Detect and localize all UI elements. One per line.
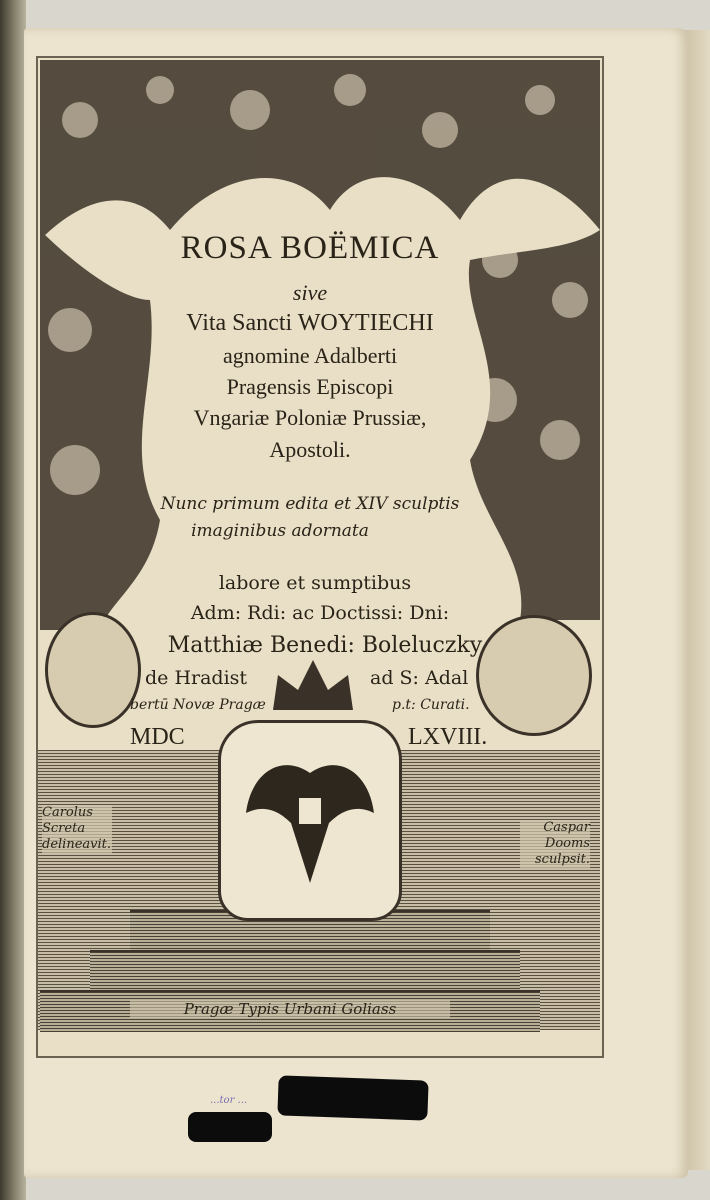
book-title: ROSA BOËMICA <box>180 230 440 266</box>
title-line: Vngariæ Poloniæ Prussiæ, <box>193 405 427 430</box>
artist-line: Screta <box>42 821 86 836</box>
year-left: MDC <box>130 724 185 750</box>
artist-line: Caspar <box>543 820 590 835</box>
imprint-place-left: de Hradist <box>145 667 248 689</box>
artist-credit-right <box>520 820 590 868</box>
title-line: Vita Sancti WOYTIECHI <box>186 310 434 336</box>
artist-credit-left <box>42 805 112 853</box>
double-headed-eagle-icon <box>221 723 399 918</box>
printer-line: Pragæ Typis Urbani Goliass <box>130 1000 450 1018</box>
redaction-blot <box>277 1075 428 1120</box>
imprint-church-right: p.t: Curati. <box>392 697 470 713</box>
year-right: LXVIII. <box>408 724 488 750</box>
title-line: Pragensis Episcopi <box>226 374 394 399</box>
title-line: sive <box>292 280 328 305</box>
redaction-blot <box>188 1112 272 1142</box>
artist-line: delineavit. <box>42 837 112 852</box>
artist-line: Dooms <box>544 836 590 851</box>
title-line: Apostoli. <box>269 437 351 462</box>
subtitle-line: imaginibus adornata <box>191 521 369 541</box>
imprint-labore: labore et sumptibus <box>218 572 412 594</box>
imprint-church-left: bertū Novæ Pragæ <box>130 697 266 713</box>
imprint-name: Matthiæ Benedi: Boleluczky <box>167 633 483 658</box>
library-stamp: ...tor ... <box>210 1095 248 1106</box>
artist-line: sculpsit. <box>535 852 590 867</box>
left-urn <box>45 612 141 728</box>
imprint-honorific: Adm: Rdi: ac Doctissi: Dni: <box>190 602 450 624</box>
pedestal-step <box>90 950 520 992</box>
artist-line: Carolus <box>42 805 93 820</box>
title-line: agnomine Adalberti <box>222 343 398 368</box>
coat-of-arms-shield <box>218 720 402 921</box>
right-urn <box>476 615 592 736</box>
imprint-place-right: ad S: Adal <box>370 667 469 689</box>
subtitle-line: Nunc primum edita et XIV sculptis <box>160 494 460 514</box>
crown-icon <box>268 655 358 715</box>
